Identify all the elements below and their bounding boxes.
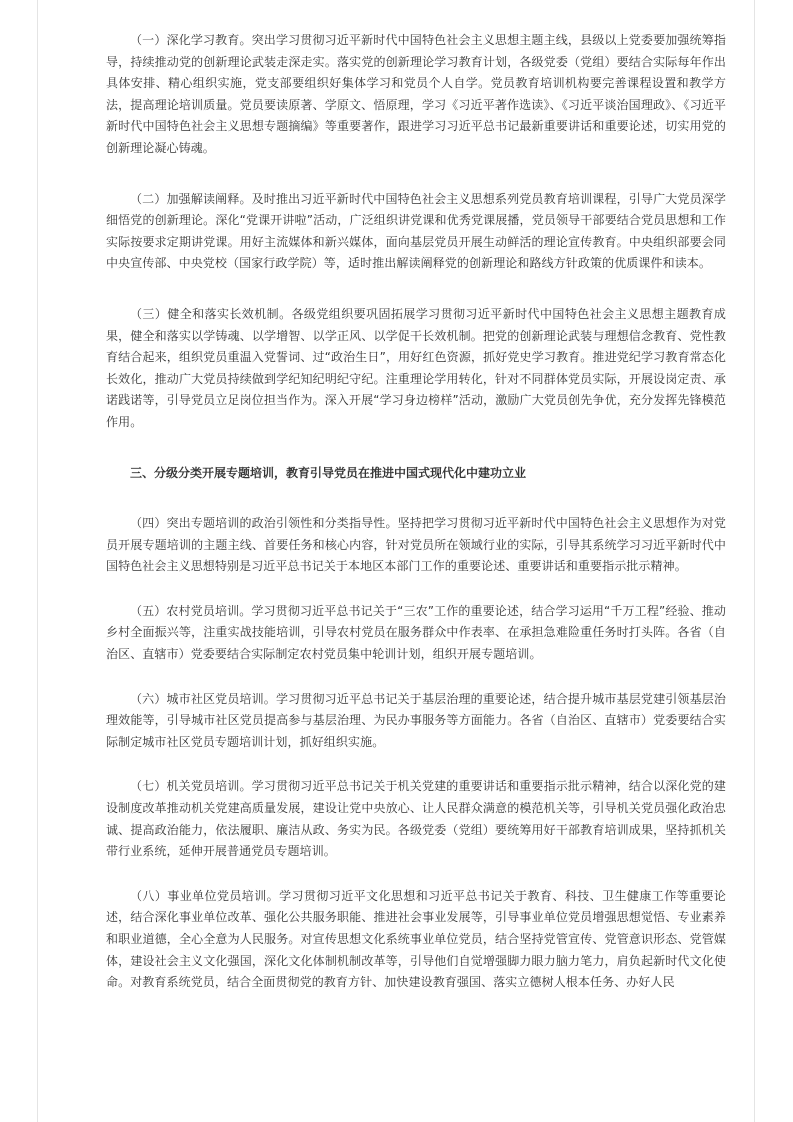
paragraph-spacer [106, 434, 726, 463]
paragraph-7-agency-members: （七）机关党员培训。学习贯彻习近平总书记关于机关党建的重要讲话和重要指示批示精神，结合以深化党的建设制度改革推动机关党建高质量发展，建设让党中央放心、让人民群众满意的模范机关等，引导机关党员强化政治忠诚、提高政治能力，依法履职、廉洁从政、务实为民。各级党委（党组）要统筹用好干部教育培训成果，坚持抓机关带行业系统，延伸开展普通党员专题培训。 [106, 779, 726, 859]
paragraph-3-long-term-mechanism: （三）健全和落实长效机制。各级党组织要巩固拓展学习贯彻习近平新时代中国特色社会主义思想主题教育成果，健全和落实以学铸魂、以学增智、以学正风、以学促干长效机制。把党的创新理论武装与理想信念教育、党性教育结合起来，组织党员重温入党誓词、过“政治生日”，用好红色资源，抓好党史学习教育。推进党纪学习教育常态化长效化，推动广大党员持续做到学纪知纪明纪守纪。注重理论学用转化，针对不同群体党员实际，开展设岗定责、承诺践诺等，引导党员立足岗位担当作为。深入开展“学习身边榜样”活动，激励广大党员创先争优，充分发挥先锋模范作用。 [106, 306, 726, 429]
paragraph-2-interpretation: （二）加强解读阐释。及时推出习近平新时代中国特色社会主义思想系列党员教育培训课程，引导广大党员深学细悟党的创新理论。深化“党课开讲啦”活动，广泛组织讲党课和优秀党课展播，党员领导干部要结合党员思想和工作实际按要求定期讲党课。用好主流媒体和新兴媒体，面向基层党员开展生动鲜活的理论宣传教育。中央组织部要会同中央宣传部、中央党校（国家行政学院）等，适时推出解读阐释党的创新理论和路线方针政策的优质课件和读本。 [106, 191, 726, 271]
paragraph-spacer [106, 160, 726, 189]
paragraph-spacer [106, 275, 726, 304]
document-body [106, 30, 726, 994]
paragraph-spacer [106, 863, 726, 886]
paragraph-spacer [106, 578, 726, 601]
paragraph-spacer [106, 753, 726, 776]
paragraph-spacer [106, 484, 726, 513]
paragraph-6-urban-community-members: （六）城市社区党员培训。学习贯彻习近平总书记关于基层治理的重要论述，结合提升城市基层党建引领基层治理效能等，引导城市社区党员提高参与基层治理、为民办事服务等方面能力。各省（自治区、直辖市）党委要结合实际制定城市社区党员专题培训计划，抓好组织实施。 [106, 691, 726, 749]
paragraph-1-deepen-study: （一）深化学习教育。突出学习贯彻习近平新时代中国特色社会主义思想主题主线，县级以上党委要加强统筹指导，持续推动党的创新理论武装走深走实。落实党的创新理论学习教育计划，各级党委（党组）要结合实际每年作出具体安排、精心组织实施，党支部要组织好集体学习和党员个人自学。党员教育培训机构要完善课程设置和教学方法，提高理论培训质量。党员要读原著、学原文、悟原理，学习《习近平著作选读》、《习近平谈治国理政》、《习近平新时代中国特色社会主义思想专题摘编》等重要著作，跟进学习习近平总书记最新重要讲话和重要论述，切实用党的创新理论凝心铸魂。 [106, 33, 726, 155]
paragraph-4-special-training: （四）突出专题培训的政治引领性和分类指导性。坚持把学习贯彻习近平新时代中国特色社会主义思想作为对党员开展专题培训的主题主线、首要任务和核心内容，针对党员所在领域行业的实际，引导其系统学习习近平新时代中国特色社会主义思想特别是习近平总书记关于本地区本部门工作的重要论述、重要讲话和重要指示批示精神。 [106, 516, 726, 574]
paragraph-8-public-institution-members: （八）事业单位党员培训。学习贯彻习近平文化思想和习近平总书记关于教育、科技、卫生健康工作等重要论述，结合深化事业单位改革、强化公共服务职能、推进社会事业发展等，引导事业单位党员增强思想觉悟、专业素养和职业道德，全心全意为人民服务。对宣传思想文化系统事业单位党员，结合坚持党管宣传、党管意识形态、党管媒体，建设社会主义文化强国，深化文化体制机制改革等，引导他们自觉增强脚力眼力脑力笔力，肩负起新时代文化使命。对教育系统党员，结合全面贯彻党的教育方针、加快建设教育强国、落实立德树人根本任务、办好人民 [106, 888, 726, 990]
paragraph-5-rural-members: （五）农村党员培训。学习贯彻习近平总书记关于“三农”工作的重要论述，结合学习运用“千万工程”经验、推动乡村全面振兴等，注重实战技能培训，引导农村党员在服务群众中作表率、在承担急难险重任务时打头阵。各省（自治区、直辖市）党委要结合实际制定农村党员集中轮训计划，组织开展专题培训。 [106, 603, 726, 662]
section-heading: 三、分级分类开展专题培训，教育引导党员在推进中国式现代化中建功立业 [130, 465, 527, 480]
document-page [37, 0, 755, 1122]
paragraph-spacer [106, 666, 726, 689]
